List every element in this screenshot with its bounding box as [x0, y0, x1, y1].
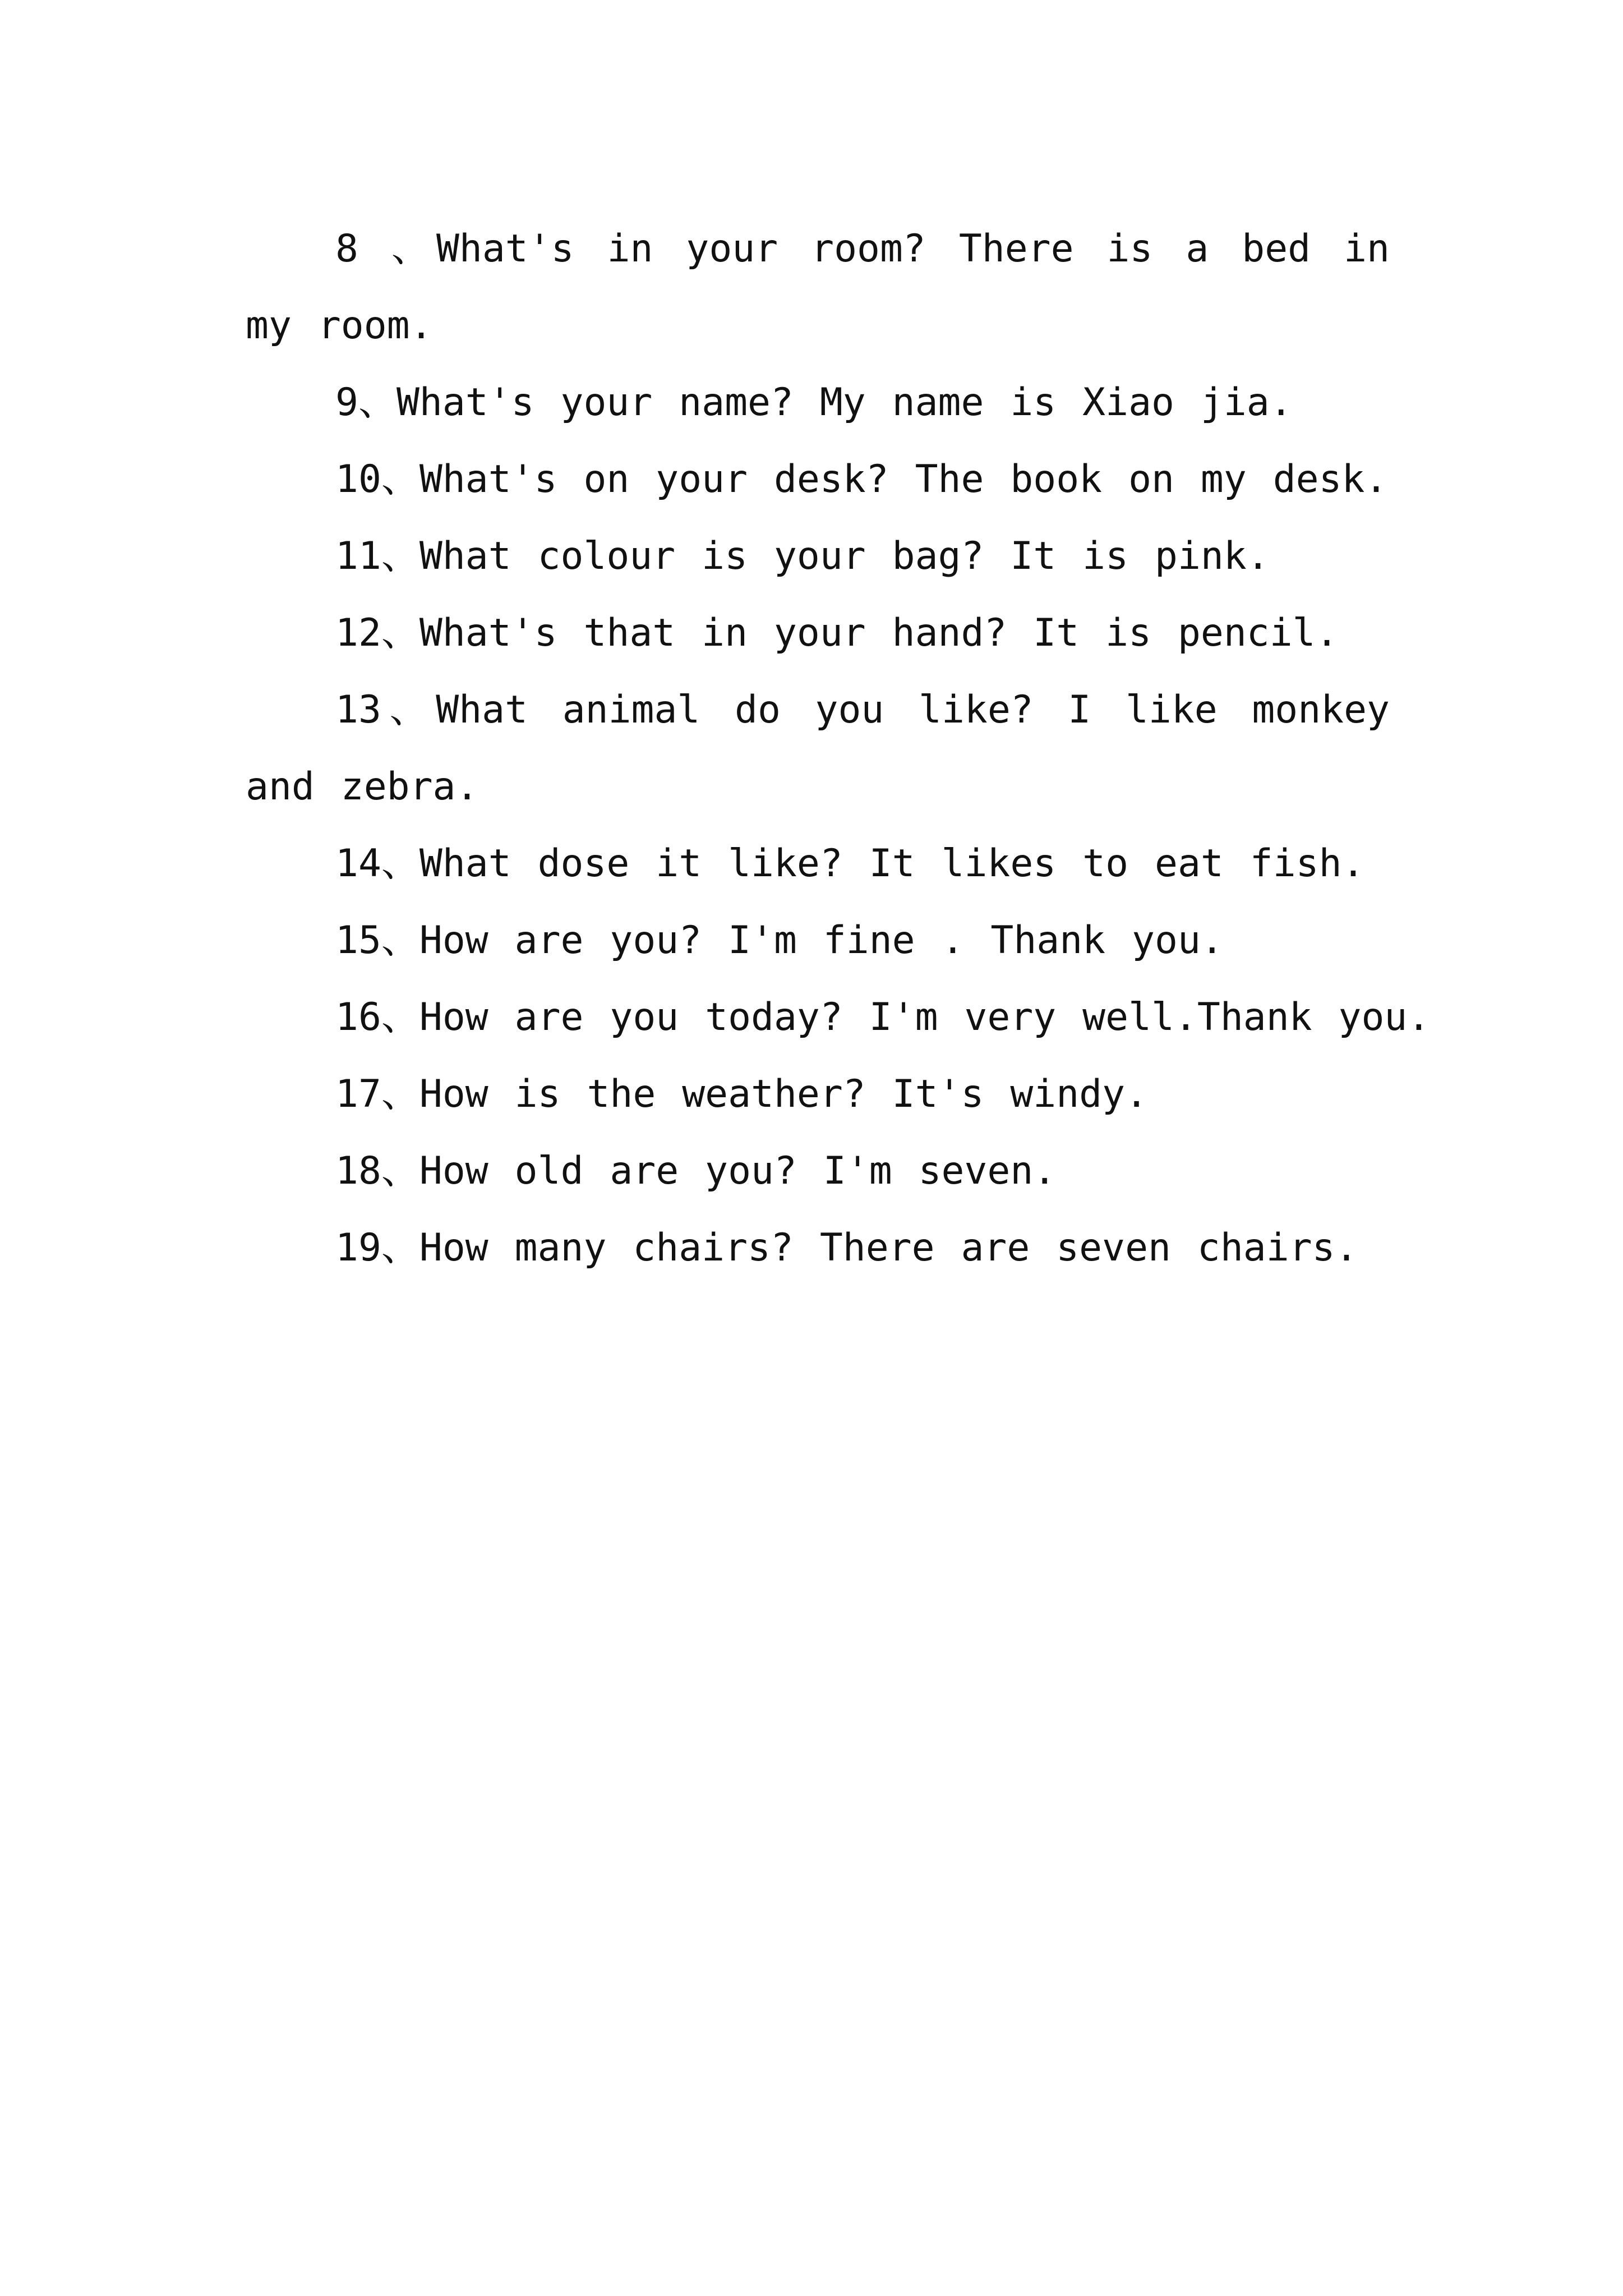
qa-line-16: 16、How are you today? I'm very well.Thank you.	[335, 995, 1431, 1039]
qa-line-10: 10、What's on your desk? The book on my desk.	[335, 457, 1388, 501]
qa-line-18: 18、How old are you? I'm seven.	[335, 1149, 1057, 1193]
document-body	[246, 210, 1431, 1286]
qa-line-11: 11、What colour is your bag? It is pink.	[335, 534, 1270, 578]
qa-line-19: 19、How many chairs? There are seven chairs.	[335, 1226, 1358, 1270]
qa-line-13: 13、What animal do you like? I like monkey and zebra.	[246, 688, 1390, 809]
qa-line-12: 12、What's that in your hand? It is pencil.	[335, 611, 1339, 655]
qa-line-14: 14、What dose it like? It likes to eat fish.	[335, 841, 1365, 886]
qa-line-8: 8 、What's in your room? There is a bed in my room.	[246, 227, 1390, 348]
qa-line-17: 17、How is the weather? It's windy.	[335, 1072, 1149, 1116]
qa-line-9: 9、What's your name? My name is Xiao jia.	[335, 380, 1293, 425]
qa-line-15: 15、How are you? I'm fine . Thank you.	[335, 918, 1224, 963]
